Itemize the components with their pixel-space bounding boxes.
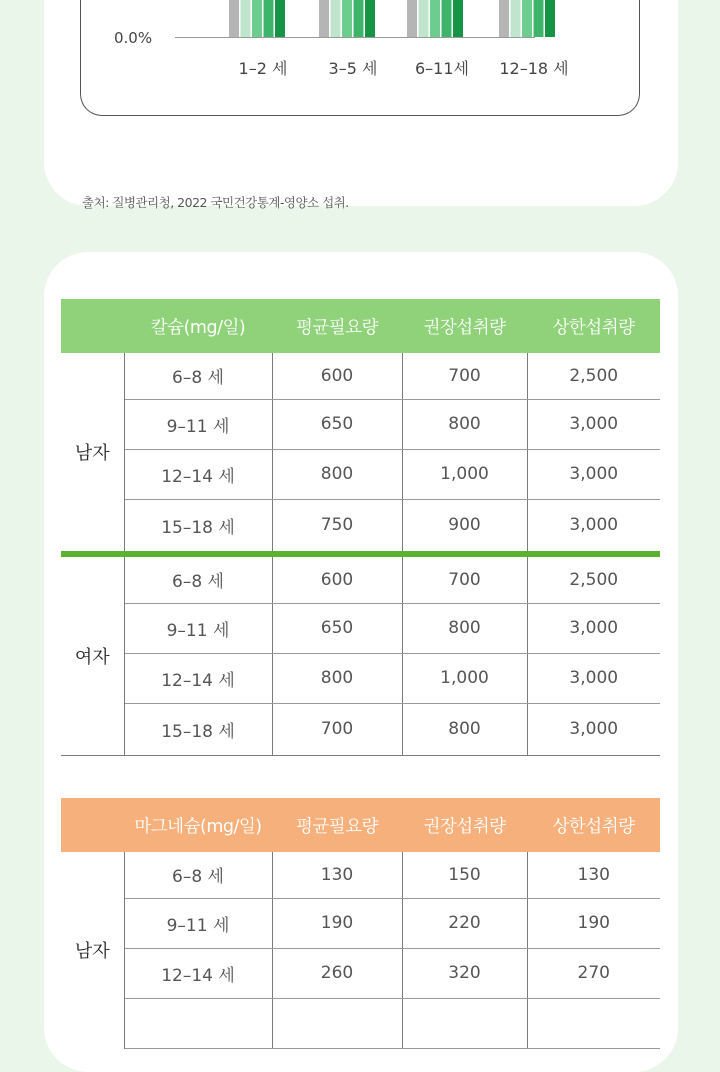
- chart-bar: [365, 0, 375, 37]
- value-cell: 3,000: [527, 603, 660, 653]
- value-cell: 130: [527, 852, 660, 898]
- value-cell: 800: [402, 703, 527, 755]
- header-cell: 상한섭취량: [527, 798, 660, 852]
- y-axis-zero-label: 0.0%: [114, 29, 153, 47]
- value-cell: 650: [272, 603, 402, 653]
- value-cell: 800: [402, 603, 527, 653]
- chart-bar: [442, 0, 452, 37]
- tables-card: [44, 252, 678, 1072]
- table-header-row: [61, 798, 660, 852]
- header-cell: 권장섭취량: [402, 798, 527, 852]
- table-row: [61, 653, 660, 703]
- age-cell: 6–8 세: [124, 353, 272, 399]
- header-corner: [61, 798, 124, 852]
- x-tick-label: 6–11세: [415, 59, 469, 78]
- chart-bar: [241, 0, 251, 37]
- value-cell: [272, 998, 402, 1048]
- table-row: [61, 998, 660, 1048]
- value-cell: 3,000: [527, 399, 660, 449]
- x-tick-label: 12–18 세: [499, 59, 569, 78]
- group-label-male: 남자: [61, 353, 124, 551]
- calcium-table: [61, 299, 660, 756]
- age-cell: 9–11 세: [124, 898, 272, 948]
- age-cell: 15–18 세: [124, 703, 272, 755]
- age-cell: 9–11 세: [124, 399, 272, 449]
- chart-frame: [80, 0, 640, 116]
- value-cell: 150: [402, 852, 527, 898]
- chart-bar: [252, 0, 262, 37]
- table-row: [61, 703, 660, 755]
- x-tick-label: 1–2 세: [238, 59, 288, 78]
- chart-bar: [511, 0, 521, 37]
- value-cell: [527, 998, 660, 1048]
- chart-bar: [342, 0, 352, 37]
- value-cell: 130: [272, 852, 402, 898]
- value-cell: 3,000: [527, 449, 660, 499]
- value-cell: 750: [272, 499, 402, 551]
- group-label-female: 여자: [61, 557, 124, 755]
- value-cell: 260: [272, 948, 402, 998]
- magnesium-table: [61, 798, 660, 1049]
- value-cell: 900: [402, 499, 527, 551]
- table-row: [61, 603, 660, 653]
- age-cell: 12–14 세: [124, 653, 272, 703]
- chart-bar: [275, 0, 285, 37]
- chart-bar: [354, 0, 364, 37]
- group-label-male: 남자: [61, 852, 124, 1048]
- age-cell: 12–14 세: [124, 449, 272, 499]
- chart-bar: [430, 0, 440, 37]
- age-cell: [124, 998, 272, 1048]
- chart-bar: [534, 0, 544, 37]
- value-cell: 1,000: [402, 653, 527, 703]
- age-cell: 6–8 세: [124, 852, 272, 898]
- chart-bar: [545, 0, 555, 37]
- value-cell: 220: [402, 898, 527, 948]
- header-cell: 마그네슘(mg/일): [124, 798, 272, 852]
- value-cell: 1,000: [402, 449, 527, 499]
- value-cell: 2,500: [527, 557, 660, 603]
- age-cell: 12–14 세: [124, 948, 272, 998]
- header-cell: 칼슘(mg/일): [124, 299, 272, 353]
- table-row: [61, 898, 660, 948]
- value-cell: 3,000: [569, 515, 619, 536]
- value-cell: 800: [272, 653, 402, 703]
- table-header-row: [61, 299, 660, 353]
- value-cell: 3,000: [527, 653, 660, 703]
- value-cell: 2,500: [527, 353, 660, 399]
- header-corner: [61, 299, 124, 353]
- header-cell: 평균필요량: [272, 798, 402, 852]
- header-cell: 평균필요량: [272, 299, 402, 353]
- age-cell: 15–18 세: [124, 499, 272, 551]
- chart-bar: [331, 0, 341, 37]
- value-cell: [402, 998, 527, 1048]
- value-cell: 650: [272, 399, 402, 449]
- chart-bar: [319, 0, 329, 37]
- chart-bar: [264, 0, 274, 37]
- x-tick-label: 3–5 세: [328, 59, 378, 78]
- chart-bar: [229, 0, 239, 37]
- table-row: [61, 353, 660, 399]
- age-cell: 9–11 세: [124, 603, 272, 653]
- table-row: [61, 852, 660, 898]
- source-citation: 출처: 질병관리청, 2022 국민건강통계-영양소 섭취.: [82, 195, 349, 210]
- value-cell: 700: [402, 557, 527, 603]
- value-cell: 800: [402, 399, 527, 449]
- value-cell: 190: [527, 898, 660, 948]
- header-cell: 권장섭취량: [402, 299, 527, 353]
- value-cell: 320: [402, 948, 527, 998]
- age-cell: 6–8 세: [124, 557, 272, 603]
- table-row: [61, 449, 660, 499]
- value-cell: 600: [272, 557, 402, 603]
- table-row: [61, 399, 660, 449]
- x-axis-line: [175, 37, 535, 38]
- value-cell: 190: [272, 898, 402, 948]
- value-cell: 3,000: [527, 703, 660, 755]
- chart-bar: [419, 0, 429, 37]
- value-cell: 600: [272, 353, 402, 399]
- table-row: [61, 557, 660, 603]
- table-row: [61, 499, 660, 551]
- table-row: [61, 948, 660, 998]
- chart-card: [44, 0, 678, 210]
- value-cell: 800: [272, 449, 402, 499]
- value-cell: 700: [402, 353, 527, 399]
- chart-bar: [499, 0, 509, 37]
- chart-bar: [407, 0, 417, 37]
- value-cell: 270: [527, 948, 660, 998]
- chart-bar: [522, 0, 532, 37]
- header-cell: 상한섭취량: [527, 299, 660, 353]
- chart-bar: [453, 0, 463, 37]
- value-cell: 700: [272, 703, 402, 755]
